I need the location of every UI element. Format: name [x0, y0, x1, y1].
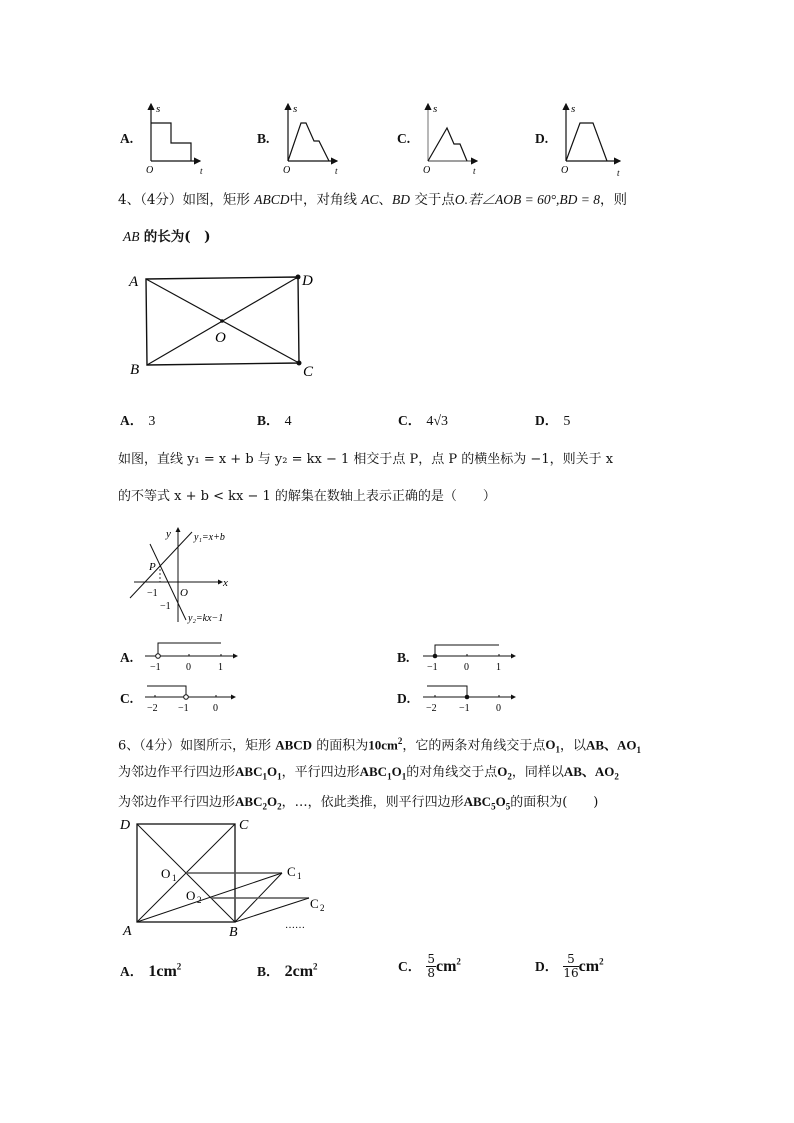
svg-text:O: O — [561, 165, 569, 176]
q3-graph-a — [140, 98, 210, 178]
svg-text:1: 1 — [297, 871, 302, 881]
svg-text:−1: −1 — [147, 588, 158, 599]
q5-option-d-label[interactable]: D. — [397, 691, 411, 706]
q6-stem-line2: 为邻边作平行四边形$ABC_1O_1$，平行四边形$ABC_1O_1$的对角线交于点$O_2$，同样以AB、$AO_2$ — [118, 764, 619, 782]
svg-text:−1: −1 — [160, 601, 171, 612]
svg-text:s: s — [571, 103, 576, 115]
q4-option-a[interactable]: A． 3 — [120, 413, 156, 429]
q6-stem-line1: 6、（4分）如图所示，矩形 ABCD 的面积为$10cm^2$，它的两条对角线交于点$O_1$，以AB、$AO_1$ — [118, 736, 642, 755]
svg-text:t: t — [335, 166, 338, 176]
svg-text:A: A — [129, 274, 139, 290]
svg-text:0: 0 — [213, 703, 218, 713]
q6-stem-line3: 为邻边作平行四边形$ABC_2O_2$，…，依此类推，则平行四边形$ABC_5O_5$的面积为( ) — [118, 794, 599, 812]
svg-text:0: 0 — [464, 662, 469, 672]
svg-text:……: …… — [285, 920, 305, 931]
svg-text:t: t — [617, 168, 620, 178]
q6-parallelogram-figure — [115, 810, 335, 945]
q4-option-b[interactable]: B． 4 — [257, 413, 292, 429]
q4-rectangle-figure — [120, 265, 330, 380]
svg-text:s: s — [156, 103, 161, 115]
svg-text:O: O — [146, 165, 154, 176]
q5-stem-line1: 如图，直线 y₁ = x + b 与 y₂ = kx − 1 相交于点 P，点 P 的横坐标为 −1，则关于 x — [118, 452, 614, 467]
svg-text:O: O — [215, 330, 226, 346]
svg-text:−1: −1 — [459, 703, 470, 713]
svg-text:A: A — [123, 924, 132, 939]
svg-text:0: 0 — [186, 662, 191, 672]
svg-text:y: y — [166, 528, 171, 540]
svg-text:O: O — [186, 888, 196, 903]
q5-lines-figure — [120, 520, 250, 630]
svg-text:C: C — [303, 364, 314, 380]
q6-option-c[interactable]: C． $\frac{5}{8}$ $cm^2$ — [398, 952, 461, 980]
q3-option-c-label[interactable]: C. — [397, 131, 411, 146]
svg-text:y₁=x+b: y₁=x+b — [194, 532, 225, 543]
q3-option-d-label[interactable]: D. — [535, 131, 549, 146]
q5-option-a-label[interactable]: A. — [120, 650, 134, 665]
svg-text:D: D — [120, 818, 131, 833]
q3-graph-b — [277, 98, 347, 178]
svg-text:P: P — [149, 561, 156, 573]
q5-number-line-c — [145, 681, 240, 713]
svg-text:1: 1 — [172, 873, 177, 883]
q3-option-a-label[interactable]: A. — [120, 131, 134, 146]
svg-text:0: 0 — [496, 703, 501, 713]
q4-option-c[interactable]: C． 4√3 — [398, 413, 449, 429]
q6-option-a[interactable]: A． $1cm^2$ — [120, 961, 182, 980]
svg-text:−2: −2 — [147, 703, 158, 713]
svg-text:C: C — [310, 896, 319, 911]
svg-text:y₂=kx−1: y₂=kx−1 — [188, 613, 224, 624]
q4-option-d[interactable]: D． 5 — [535, 413, 571, 429]
q5-option-b-label[interactable]: B. — [397, 650, 410, 665]
svg-text:C: C — [239, 818, 249, 833]
q5-number-line-d — [423, 681, 518, 713]
svg-text:t: t — [473, 166, 476, 176]
q4-stem-line2: AB 的长为( ) — [123, 229, 211, 245]
q4-stem-line1: 4、（4分）如图，矩形 ABCD中，对角线 AC、BD 交于点O.若∠AOB = 60°,BD = 8，则 — [118, 192, 627, 208]
q3-option-b-label[interactable]: B. — [257, 131, 270, 146]
svg-text:O: O — [161, 866, 171, 881]
svg-text:x: x — [223, 577, 228, 589]
q3-graph-d — [555, 98, 630, 178]
q6-option-b[interactable]: B． $2cm^2$ — [257, 961, 318, 980]
svg-text:B: B — [229, 925, 238, 940]
q3-graph-c — [417, 98, 487, 178]
svg-text:2: 2 — [320, 903, 325, 913]
svg-text:−1: −1 — [150, 662, 161, 672]
svg-text:C: C — [287, 864, 296, 879]
svg-text:D: D — [302, 273, 313, 289]
q5-number-line-b — [423, 640, 518, 672]
q5-option-c-label[interactable]: C. — [120, 691, 134, 706]
svg-text:−2: −2 — [426, 703, 437, 713]
svg-text:s: s — [293, 103, 298, 115]
q5-stem-line2: 的不等式 x + b < kx − 1 的解集在数轴上表示正确的是（ ） — [118, 489, 496, 504]
svg-text:1: 1 — [496, 662, 501, 672]
q5-number-line-a — [145, 640, 240, 672]
svg-text:−1: −1 — [178, 703, 189, 713]
svg-text:t: t — [200, 166, 203, 176]
svg-text:s: s — [433, 103, 438, 115]
svg-text:2: 2 — [197, 895, 202, 905]
svg-text:B: B — [130, 362, 140, 378]
q6-option-d[interactable]: D． $\frac{5}{16}$ $cm^2$ — [535, 952, 604, 980]
svg-text:O: O — [423, 165, 431, 176]
svg-text:1: 1 — [218, 662, 223, 672]
svg-text:O: O — [180, 587, 188, 599]
svg-text:−1: −1 — [427, 662, 438, 672]
svg-text:O: O — [283, 165, 291, 176]
